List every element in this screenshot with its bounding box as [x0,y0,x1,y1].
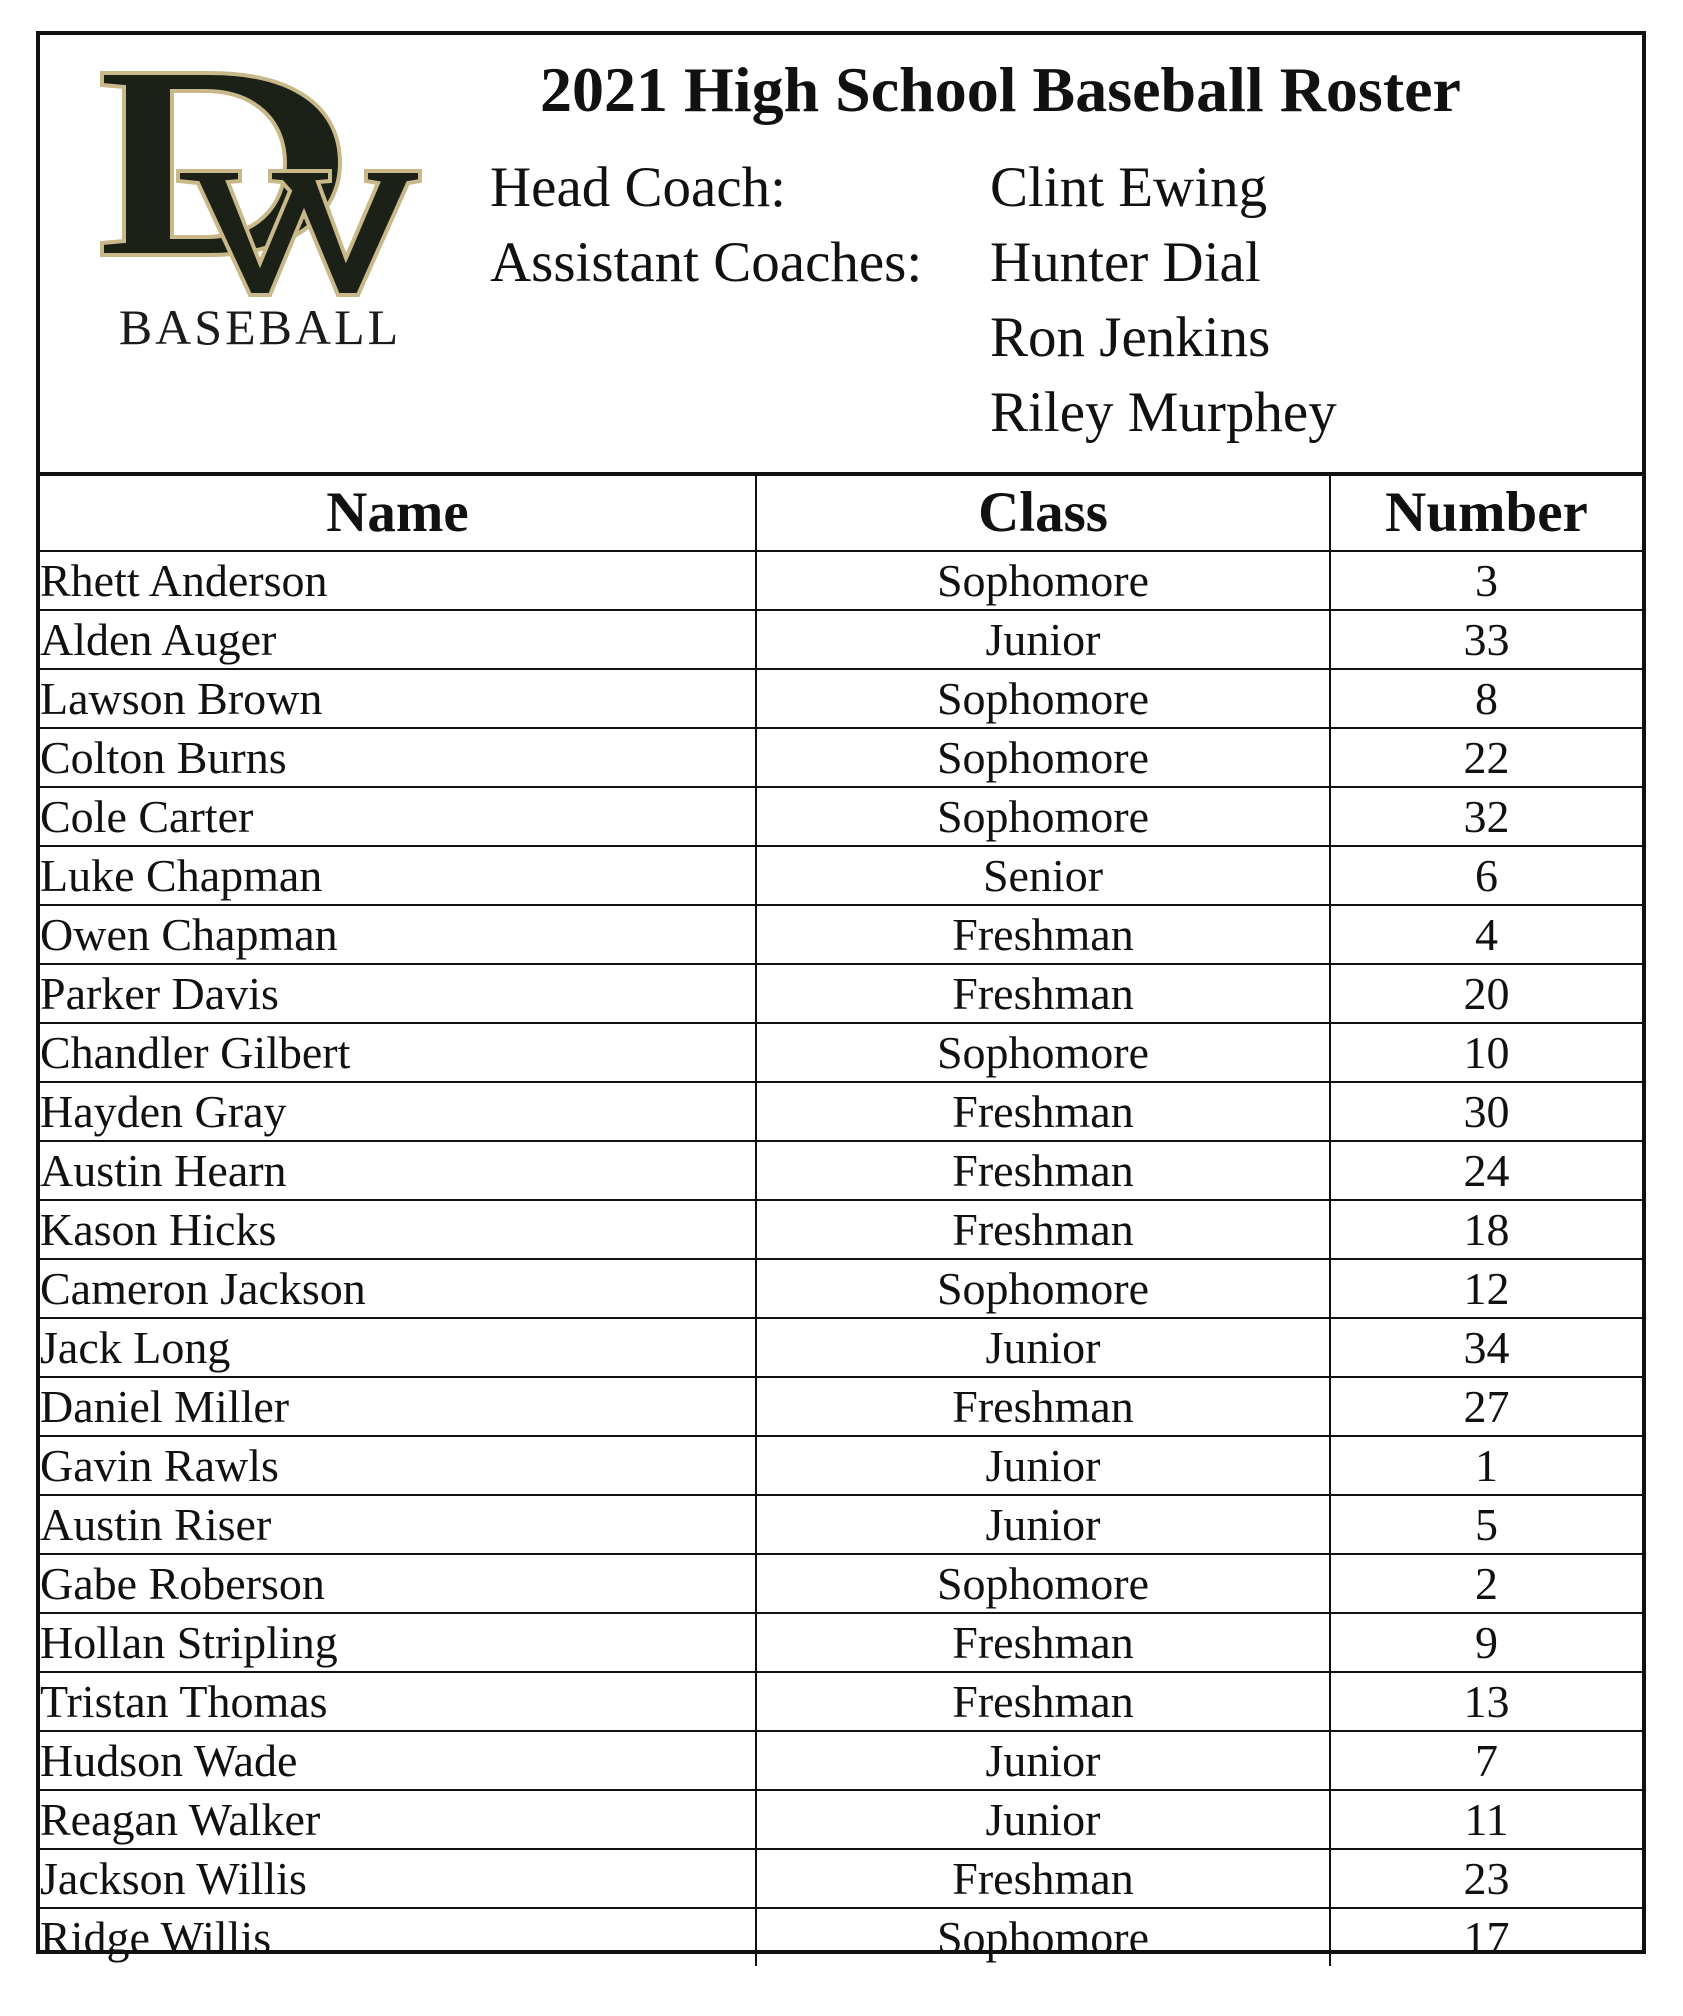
player-class: Freshman [756,1849,1330,1908]
assistant-coach-name: Ron Jenkins [990,306,1271,369]
player-number: 7 [1330,1731,1642,1790]
player-number: 24 [1330,1141,1642,1200]
table-row [40,1908,1642,1966]
table-row [40,1731,1642,1790]
roster-table [40,476,1642,1966]
player-name: Luke Chapman [40,846,756,905]
player-name: Cole Carter [40,787,756,846]
player-class: Junior [756,610,1330,669]
table-row [40,1436,1642,1495]
player-number: 17 [1330,1908,1642,1966]
roster-body [40,551,1642,1966]
player-name: Parker Davis [40,964,756,1023]
player-name: Lawson Brown [40,669,756,728]
player-number: 11 [1330,1790,1642,1849]
table-row [40,846,1642,905]
player-name: Gabe Roberson [40,1554,756,1613]
player-number: 33 [1330,610,1642,669]
dw-baseball-logo [90,63,430,353]
player-number: 2 [1330,1554,1642,1613]
player-class: Freshman [756,1200,1330,1259]
table-row [40,610,1642,669]
player-class: Freshman [756,1082,1330,1141]
column-header-class: Class [756,476,1330,551]
player-class: Sophomore [756,787,1330,846]
player-name: Austin Hearn [40,1141,756,1200]
player-class: Sophomore [756,728,1330,787]
player-number: 20 [1330,964,1642,1023]
table-row [40,905,1642,964]
player-name: Hudson Wade [40,1731,756,1790]
player-number: 22 [1330,728,1642,787]
table-row [40,551,1642,610]
player-class: Sophomore [756,1908,1330,1966]
player-number: 34 [1330,1318,1642,1377]
player-class: Freshman [756,1613,1330,1672]
player-class: Sophomore [756,551,1330,610]
player-name: Owen Chapman [40,905,756,964]
player-name: Hayden Gray [40,1082,756,1141]
table-row [40,1554,1642,1613]
head-coach-label: Head Coach: [490,156,786,219]
page-title: 2021 High School Baseball Roster [540,54,1461,125]
player-name: Cameron Jackson [40,1259,756,1318]
player-number: 3 [1330,551,1642,610]
player-number: 32 [1330,787,1642,846]
table-row [40,1200,1642,1259]
player-class: Senior [756,846,1330,905]
player-number: 12 [1330,1259,1642,1318]
player-name: Rhett Anderson [40,551,756,610]
table-row [40,787,1642,846]
player-number: 1 [1330,1436,1642,1495]
player-number: 18 [1330,1200,1642,1259]
player-class: Junior [756,1436,1330,1495]
player-name: Ridge Willis [40,1908,756,1966]
player-class: Sophomore [756,1023,1330,1082]
table-row [40,1318,1642,1377]
table-row [40,1377,1642,1436]
player-number: 8 [1330,669,1642,728]
column-header-number: Number [1330,476,1642,551]
table-row [40,1141,1642,1200]
logo-baseball-text: BASEBALL [118,299,402,355]
player-class: Sophomore [756,1259,1330,1318]
player-class: Junior [756,1731,1330,1790]
player-name: Kason Hicks [40,1200,756,1259]
table-row [40,728,1642,787]
player-class: Freshman [756,1377,1330,1436]
player-class: Freshman [756,964,1330,1023]
table-row [40,1672,1642,1731]
column-header-name: Name [40,476,756,551]
table-row [40,1849,1642,1908]
table-row [40,1613,1642,1672]
player-class: Freshman [756,905,1330,964]
player-name: Alden Auger [40,610,756,669]
head-coach-name: Clint Ewing [990,156,1268,219]
player-class: Junior [756,1495,1330,1554]
table-row [40,669,1642,728]
assistant-coach-name: Riley Murphey [990,381,1337,444]
roster-header [40,35,1642,476]
player-name: Hollan Stripling [40,1613,756,1672]
table-row [40,1082,1642,1141]
player-name: Reagan Walker [40,1790,756,1849]
player-name: Austin Riser [40,1495,756,1554]
player-name: Colton Burns [40,728,756,787]
player-class: Sophomore [756,669,1330,728]
roster-sheet [36,31,1646,1963]
table-header-row [40,476,1642,551]
player-number: 4 [1330,905,1642,964]
player-name: Chandler Gilbert [40,1023,756,1082]
player-class: Freshman [756,1672,1330,1731]
player-class: Junior [756,1318,1330,1377]
player-number: 9 [1330,1613,1642,1672]
player-number: 13 [1330,1672,1642,1731]
table-row [40,964,1642,1023]
player-name: Gavin Rawls [40,1436,756,1495]
player-class: Sophomore [756,1554,1330,1613]
player-number: 6 [1330,846,1642,905]
player-name: Jackson Willis [40,1849,756,1908]
table-row [40,1259,1642,1318]
assistant-coach-name: Hunter Dial [990,231,1261,294]
player-number: 5 [1330,1495,1642,1554]
player-class: Freshman [756,1141,1330,1200]
player-name: Daniel Miller [40,1377,756,1436]
player-number: 30 [1330,1082,1642,1141]
table-row [40,1495,1642,1554]
player-name: Jack Long [40,1318,756,1377]
assistant-coaches-label: Assistant Coaches: [490,231,923,294]
player-number: 27 [1330,1377,1642,1436]
table-row [40,1790,1642,1849]
player-class: Junior [756,1790,1330,1849]
table-row [40,1023,1642,1082]
player-name: Tristan Thomas [40,1672,756,1731]
player-number: 10 [1330,1023,1642,1082]
player-number: 23 [1330,1849,1642,1908]
dw-monogram-icon [90,63,430,298]
